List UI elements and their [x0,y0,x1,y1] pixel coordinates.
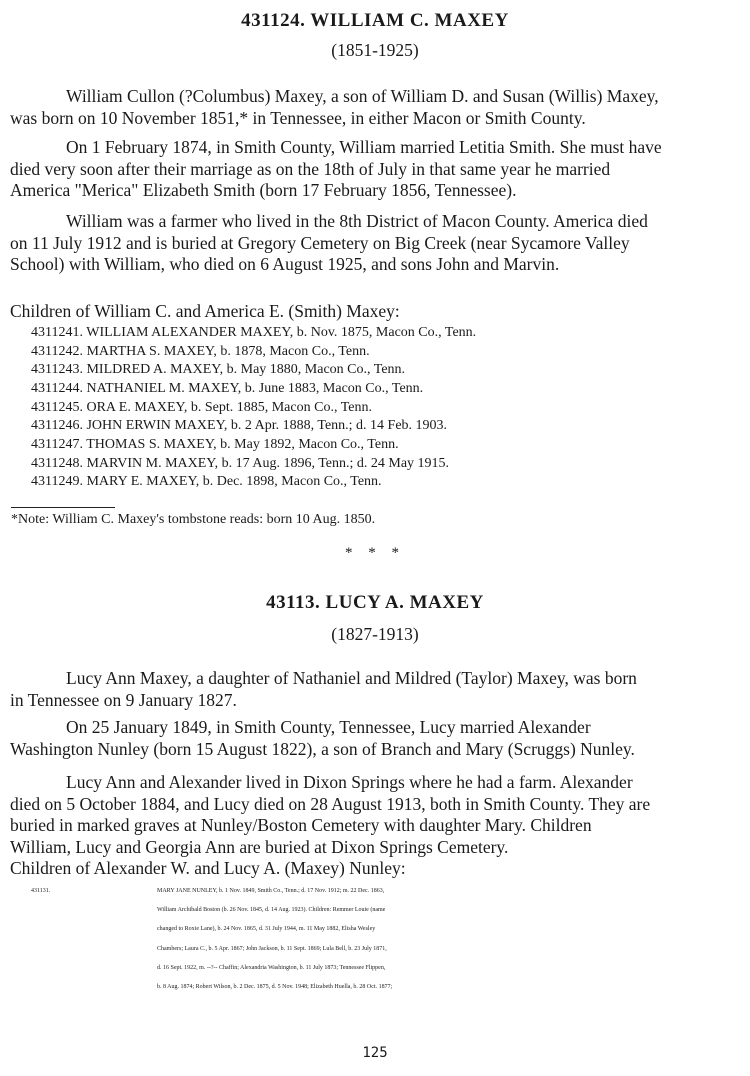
text-line: William was a farmer who lived in the 8th District of Macon County. America died [66,211,648,231]
text-line: On 25 January 1849, in Smith County, Tennessee, Lucy married Alexander [66,717,591,737]
child-entry [31,882,746,997]
section-title: 431124. WILLIAM C. MAXEY [241,10,509,31]
text-line: died very soon after their marriage as on the 18th of July in that same year he married [10,158,611,179]
text-line: William Cullon (?Columbus) Maxey, a son of William D. and Susan (Willis) Maxey, [66,86,659,106]
child-line: d. 16 Sept. 1922, m. --?-- Chaffin; Alexandria Washington, b. 11 July 1873; Tennessee Flippen, [157,964,386,971]
child-entry: 4311243. MILDRED A. MAXEY, b. May 1880, Macon Co., Tenn. [31,362,406,377]
text-line: Lucy Ann Maxey, a daughter of Nathaniel and Mildred (Taylor) Maxey, was born [66,668,637,688]
child-entry: 4311241. WILLIAM ALEXANDER MAXEY, b. Nov. 1875, Macon Co., Tenn. [31,325,477,340]
section-title: 43113. LUCY A. MAXEY [266,592,484,613]
paragraph [10,137,740,202]
child-line: Chambers; Laura C., b. 5 Apr. 1867; John Jackson, b. 11 Sept. 1869; Lula Bell, b. 23 July 1871, [157,945,387,952]
child-entry: 4311242. MARTHA S. MAXEY, b. 1878, Macon Co., Tenn. [31,344,370,359]
paragraph [10,772,740,858]
child-line: changed to Roxie Lane), b. 24 Nov. 1865, d. 31 July 1944, m. 11 May 1882, Elisha Wesley [157,926,376,933]
section-dates: (1851-1925) [331,40,419,60]
children-heading: Children of Alexander W. and Lucy A. (Maxey) Nunley: [10,858,406,878]
text-line: was born on 10 November 1851,* in Tennessee, in either Macon or Smith County. [10,107,586,128]
child-line: b. 8 Aug. 1874; Robert Wilson, b. 2 Dec. 1875, d. 5 Nov. 1948; Elizabeth Huella, b. 28 Oct. 1877; [157,984,393,991]
text-line: School) with William, who died on 6 August 1925, and sons John and Marvin. [10,254,560,274]
footnote: *Note: William C. Maxey's tombstone reads: born 10 Aug. 1850. [11,512,376,527]
child-number: 431131. [31,888,51,894]
child-entry: 4311245. ORA E. MAXEY, b. Sept. 1885, Macon Co., Tenn. [31,400,372,415]
child-entry: 4311249. MARY E. MAXEY, b. Dec. 1898, Macon Co., Tenn. [31,474,382,489]
text-line: on 11 July 1912 and is buried at Gregory Cemetery on Big Creek (near Sycamore Valley [10,232,630,253]
text-line: buried in marked graves at Nunley/Boston Cemetery with daughter Mary. Children [10,815,592,835]
paragraph [10,668,740,711]
children-heading: Children of William C. and America E. (Smith) Maxey: [10,301,400,321]
child-line: William Archibald Boston (b. 26 Nov. 1845, d. 14 Aug. 1923). Children: Remmer Louie (name [157,907,386,914]
child-line [31,882,746,901]
text-line: Lucy Ann and Alexander lived in Dixon Springs where he had a farm. Alexander [66,772,633,792]
child-entry: 4311244. NATHANIEL M. MAXEY, b. June 1883, Macon Co., Tenn. [31,381,424,396]
text-line: Washington Nunley (born 15 August 1822), a son of Branch and Mary (Scruggs) Nunley. [10,738,635,759]
child-entry: 4311247. THOMAS S. MAXEY, b. May 1892, Macon Co., Tenn. [31,437,399,452]
text-line: died on 5 October 1884, and Lucy died on 28 August 1913, both in Smith County. They are [10,793,651,814]
section-separator: * * * [345,545,405,561]
paragraph [10,717,740,760]
text-line: William, Lucy and Georgia Ann are buried at Dixon Springs Cemetery. [10,836,509,857]
text-line: On 1 February 1874, in Smith County, William married Letitia Smith. She must have [66,137,662,157]
child-entry: 4311248. MARVIN M. MAXEY, b. 17 Aug. 1896, Tenn.; d. 24 May 1915. [31,456,450,471]
paragraph [10,211,740,276]
footnote-rule [11,507,115,508]
child-text: MARY JANE NUNLEY, b. 1 Nov. 1849, Smith Co., Tenn.; d. 17 Nov. 1912; m. 22 Dec. 1863, [157,888,385,894]
paragraph [10,86,740,129]
text-line: America "Merica" Elizabeth Smith (born 17 February 1856, Tennessee). [10,180,517,200]
page-number: 125 [362,1045,388,1061]
section-dates: (1827-1913) [331,624,419,644]
child-entry: 4311246. JOHN ERWIN MAXEY, b. 2 Apr. 1888, Tenn.; d. 14 Feb. 1903. [31,418,448,433]
text-line: in Tennessee on 9 January 1827. [10,689,237,710]
